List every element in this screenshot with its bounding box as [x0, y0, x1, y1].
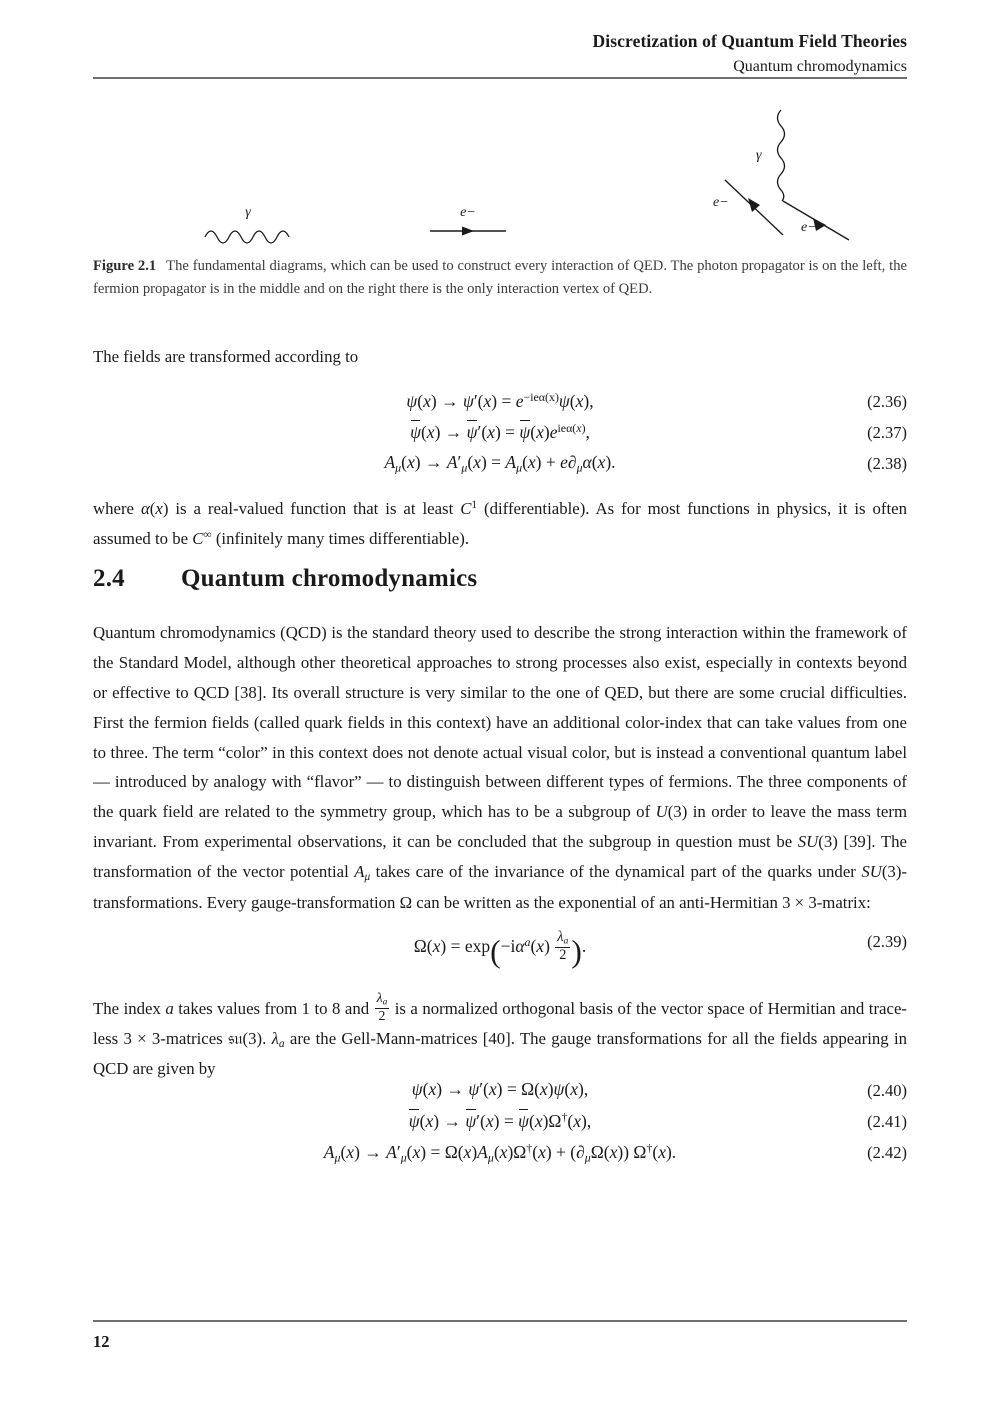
equation-2-42-body: $A_\mu(x) \to A'_\mu(x) = \Omega(x)A_\mu(x)\Omega^\dagger(x) + (\partial_\mu\Omega(x))$ Ω†(x). [323, 1141, 677, 1165]
equation-2-40-number: (2.40) [867, 1081, 907, 1100]
figure-2-1 [93, 95, 907, 255]
equation-2-39-number: (2.39) [867, 932, 907, 951]
fermion-propagator-diagram [428, 205, 508, 248]
paragraph-alpha-function: where α(x) is a real-valued function that is at least $C^1$ (differentiable). As for most functions in physics, it is often assumed to be C∞ (infinitely many times differentiable). [93, 499, 907, 548]
equation-2-36 [93, 390, 907, 421]
equation-2-38-body: $A_\mu(x) \to A'_\mu(x) = A_\mu(x) + e\partial_\mu\alpha(x)$. [384, 452, 616, 475]
figure-caption-text: The fundamental diagrams, which can be used to construct every interaction of QED. The photon propagator is on the left, the fermion propagator is in the middle and on the right there is the only interaction vertex of QED. [93, 258, 907, 297]
photon-propagator-diagram [203, 205, 293, 250]
equation-2-37 [93, 421, 907, 452]
vertex-lines-icon [653, 100, 883, 250]
vertex-incoming-fermion-label: e− [713, 195, 729, 210]
equation-group-gauge-qcd [93, 1079, 907, 1172]
paragraph-index-a: The index a takes values from 1 to 8 and $\frac{\lambda_a}{2}$ is a normalized orthogonal basis of the vector space of Hermitian and trace-less 3 × 3-matrices 𝔰𝔲(3). $\lambda_a$ are the Gell-Mann-matrices [40]. The gauge transformations for all the fields appearing in QCD are given by [93, 990, 907, 1079]
equation-2-41-body: ψ(x) → ψ′(x) = ψ(x)Ω†(x), [408, 1110, 592, 1132]
equation-2-40-body: ψ(x) → ψ′(x) = Ω(x)ψ(x), [411, 1079, 589, 1099]
section-heading [93, 565, 907, 593]
equation-2-42 [93, 1141, 907, 1172]
section-number: 2.4 [93, 565, 125, 592]
section-title: Quantum chromodynamics [181, 565, 478, 592]
vertex-photon-label: γ [756, 148, 762, 163]
page-number: 12 [93, 1332, 110, 1351]
equation-2-41 [93, 1110, 907, 1141]
qed-vertex-diagram [653, 100, 883, 250]
figure-caption-label: Figure 2.1 [93, 258, 157, 274]
equation-2-42-number: (2.42) [867, 1143, 907, 1162]
equation-2-37-body: $\psi(x) \to \psi'(x) = \psi(x)e^{ie\alpha(x)}$, [410, 421, 590, 443]
photon-wave-icon [203, 223, 293, 245]
fermion-arrow-icon [428, 225, 508, 243]
equation-2-36-number: (2.36) [867, 392, 907, 411]
equation-2-39-body: $\Omega(x) = \exp(-i\alpha^a(x)$ $\frac{\lambda_a}{2}$ ). [413, 929, 587, 970]
equation-2-37-number: (2.37) [867, 423, 907, 442]
figure-caption [93, 255, 907, 300]
photon-label: γ [245, 205, 251, 220]
header-subtitle: Quantum chromodynamics [733, 57, 907, 75]
equation-2-38-number: (2.38) [867, 454, 907, 473]
page-header [93, 30, 907, 78]
vertex-outgoing-fermion-label: e− [801, 220, 817, 235]
equation-2-38 [93, 452, 907, 483]
equation-group-omega [93, 930, 907, 980]
paragraph-qcd-intro: Quantum chromodynamics (QCD) is the standard theory used to describe the strong interaction within the framework of the Standard Model, although other theoretical approaches to strong processes also exist, especially in contexts beyond or effective to QCD [38]. Its overall structure is very similar to the one of QED, but there are some crucial difficulties. First the fermion fields (called quark fields in this context) have an additional color-index that can take values from one to three. The term “color” in this context does not denote actual visual color, but is instead a conventional quantum label — introduced by analogy with “flavor” — to distinguish between different types of fermions. The three components of the quark field are related to the symmetry group, which has to be a subgroup of U(3) in order to leave the mass term invariant. From experimental observations, it can be concluded that the subgroup in question must be SU(3) [39]. The transformation of the vector potential $A_\mu$ takes care of the invariance of the dynamical part of the quarks under SU(3)-transformations. Every gauge-transformation Ω can be written as the exponential of an anti-Hermitian 3 × 3-matrix: [93, 623, 907, 912]
paragraph-fields-transformed: The fields are transformed according to [93, 347, 359, 366]
footer-divider [93, 1320, 907, 1322]
equation-2-41-number: (2.41) [867, 1112, 907, 1131]
equation-2-40 [93, 1079, 907, 1110]
fermion-label: e− [460, 205, 476, 220]
equation-2-39 [93, 930, 907, 980]
equation-2-36-body: $\psi(x) \to \psi'(x) = e^{-ie\alpha(x)}\psi(x)$, [406, 390, 594, 412]
header-title: Discretization of Quantum Field Theories [592, 31, 907, 51]
header-divider [93, 77, 907, 79]
equation-group-gauge-qed [93, 390, 907, 483]
